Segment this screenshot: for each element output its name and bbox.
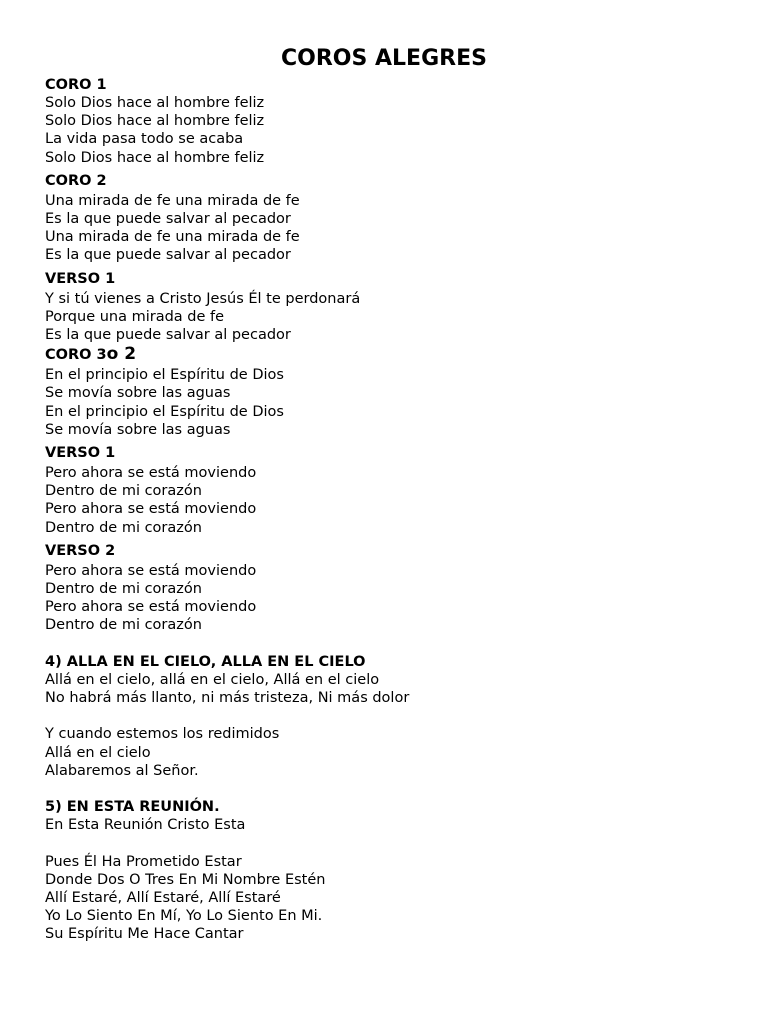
lyric-line: Dentro de mi corazón	[45, 581, 202, 598]
lyric-line: Es la que puede salvar al pecador	[45, 327, 291, 344]
lyric-line: Yo Lo Siento En Mí, Yo Lo Siento En Mi.	[45, 908, 323, 925]
blank-line	[45, 707, 735, 725]
lyric-line: Dentro de mi corazón	[45, 483, 202, 500]
blank-line	[45, 635, 735, 653]
section-heading-coro-2: CORO 2	[45, 172, 107, 189]
lyric-line: Y si tú vienes a Cristo Jesús Él te perdonará	[45, 290, 361, 307]
section-heading-coro-1: CORO 1	[45, 77, 107, 93]
lyric-line: Y cuando estemos los redimidos	[45, 726, 280, 743]
lyric-line: Se movía sobre las aguas	[45, 385, 231, 402]
lyric-line: Pero ahora se está moviendo	[45, 562, 257, 579]
lyric-line: Una mirada de fe una mirada de fe	[45, 229, 300, 246]
lyric-line: No habrá más llanto, ni más tristeza, Ni más dolor	[45, 690, 410, 707]
heading-alt-text: o 2	[106, 344, 137, 365]
lyric-line: Pero ahora se está moviendo	[45, 501, 257, 518]
heading-main-text: CORO 3	[45, 347, 107, 364]
lyric-line: Una mirada de fe una mirada de fe	[45, 192, 300, 209]
lyric-line: Alabaremos al Señor.	[45, 762, 199, 779]
lyric-line: Allá en el cielo	[45, 744, 151, 761]
lyric-line: Allá en el cielo, allá en el cielo, Allá en el cielo	[45, 671, 380, 688]
lyric-line: Su Espíritu Me Hace Cantar	[45, 926, 244, 943]
lyric-line: Donde Dos O Tres En Mi Nombre Estén	[45, 871, 326, 888]
blank-line	[45, 834, 735, 852]
lyric-line: Dentro de mi corazón	[45, 617, 202, 634]
section-heading-verso-1b: VERSO 1	[45, 445, 116, 462]
lyric-line: Pero ahora se está moviendo	[45, 599, 257, 616]
section-heading-song-4: 4) ALLA EN EL CIELO, ALLA EN EL CIELO	[45, 653, 366, 670]
lyric-line: Pero ahora se está moviendo	[45, 465, 257, 482]
lyric-line: Dentro de mi corazón	[45, 519, 202, 536]
lyric-line: En el principio el Espíritu de Dios	[45, 403, 284, 420]
lyric-line: Es la que puede salvar al pecador	[45, 247, 291, 264]
section-heading-verso-1: VERSO 1	[45, 270, 116, 287]
lyric-line: La vida pasa todo se acaba	[45, 131, 244, 148]
lyric-line: Solo Dios hace al hombre feliz	[45, 113, 265, 130]
section-heading-verso-2: VERSO 2	[45, 542, 116, 559]
lyric-line: Es la que puede salvar al pecador	[45, 211, 291, 228]
lyric-line: Porque una mirada de fe	[45, 308, 225, 325]
section-heading-song-5: 5) EN ESTA REUNIÓN.	[45, 799, 220, 816]
lyric-line: Allí Estaré, Allí Estaré, Allí Estaré	[45, 890, 281, 907]
section-heading-coro-3	[45, 345, 735, 364]
lyric-line: Pues Él Ha Prometido Estar	[45, 853, 242, 870]
blank-line	[45, 780, 735, 798]
lyric-line: En el principio el Espíritu de Dios	[45, 367, 284, 384]
lyric-line: Se movía sobre las aguas	[45, 421, 231, 438]
document-page	[45, 44, 735, 944]
page-title: COROS ALEGRES	[281, 46, 487, 71]
lyric-line: Solo Dios hace al hombre feliz	[45, 95, 265, 111]
lyric-line: Solo Dios hace al hombre feliz	[45, 149, 265, 166]
lyric-line: En Esta Reunión Cristo Esta	[45, 817, 246, 834]
